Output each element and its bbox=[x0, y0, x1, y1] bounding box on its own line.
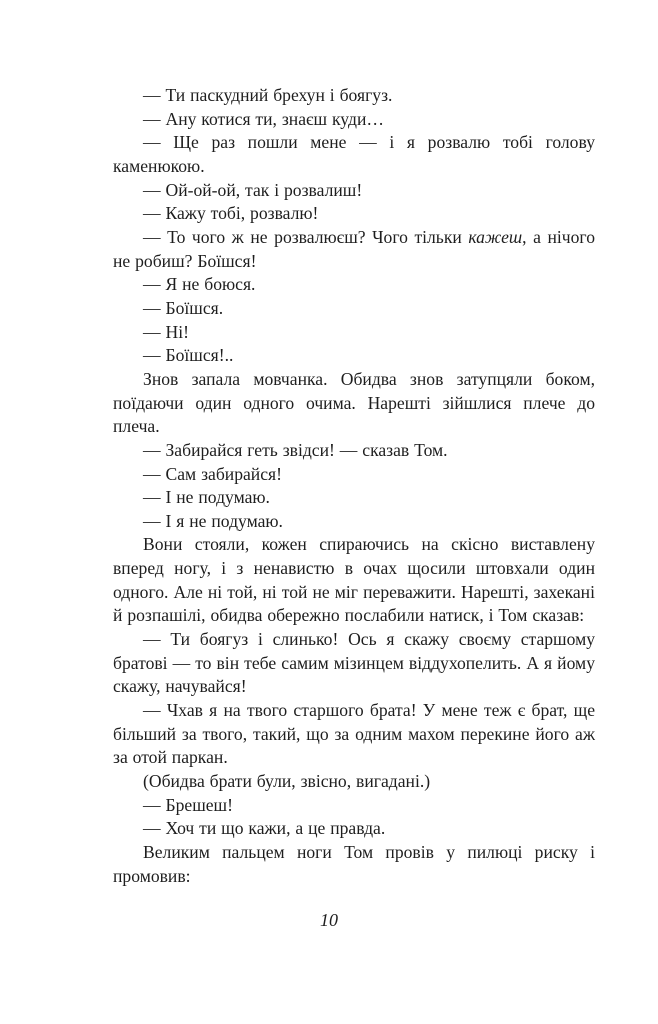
text-line: тові — то він тебе самим мізинцем віддухопелить. А я йому bbox=[138, 652, 595, 673]
text-line: , а ні bbox=[522, 226, 562, 247]
text-line: — І не подумаю. bbox=[143, 487, 270, 508]
text-line: — Забирайся геть звідси! — сказав Том. bbox=[143, 439, 448, 460]
paragraph bbox=[113, 486, 595, 510]
text-line: — Боїшся. bbox=[143, 297, 224, 318]
text-line: — Сам забирайся! bbox=[143, 463, 282, 484]
text-line: Великим пальцем ноги Том провів у пилюці риску і про bbox=[113, 842, 595, 886]
paragraph bbox=[113, 628, 595, 699]
text-line: — То чого ж не розвалюєш? Чого тільки bbox=[143, 226, 469, 247]
text-line: Вони стояли, кожен спираючись на скісно виставлену bbox=[143, 534, 595, 555]
paragraph bbox=[113, 841, 595, 888]
text-line: Знов запала мовчанка. Обидва знов затупцяли боком, bbox=[143, 368, 595, 389]
text-line: сказав: bbox=[532, 605, 585, 626]
text-line: — Я не боюся. bbox=[143, 274, 256, 295]
text-line: мовив: bbox=[139, 865, 191, 886]
text-line: вперед ногу, і з ненавистю в очах щосили штовхали один bbox=[113, 558, 595, 579]
text-line: менюкою. bbox=[129, 155, 205, 176]
text-line: — Чхав я на твого старшого брата! У мене теж є брат, ще bbox=[143, 700, 595, 721]
text-line: — Боїшся!.. bbox=[143, 345, 234, 366]
text-line: — Ану котися ти, знаєш куди… bbox=[143, 108, 384, 129]
paragraph bbox=[113, 84, 595, 108]
paragraph bbox=[113, 770, 595, 794]
text-line: кані й розпашілі, обидва обережно послабили натиск, і Том bbox=[113, 581, 595, 626]
text-line: — Ще раз пошли мене — і я розвалю тобі голову ка bbox=[113, 132, 595, 176]
text-line: скажу, начувайся! bbox=[113, 676, 247, 697]
body-text bbox=[113, 84, 595, 888]
emphasis-text: кажеш bbox=[468, 226, 523, 247]
paragraph bbox=[113, 368, 595, 439]
paragraph bbox=[113, 108, 595, 132]
paragraph bbox=[113, 202, 595, 226]
text-line: — Хоч ти що кажи, а це правда. bbox=[143, 818, 386, 839]
paragraph bbox=[113, 533, 595, 628]
text-line: — Брешеш! bbox=[143, 794, 233, 815]
paragraph bbox=[113, 817, 595, 841]
text-line: одного. Але ні той, ні той не міг переважити. Нарешті, захе bbox=[113, 581, 565, 602]
text-line: поїдаючи один одного очима. Нарешті зійшлися плече до bbox=[113, 392, 595, 413]
text-line: більший за твого, такий, що за одним махом перекине його bbox=[113, 723, 570, 744]
paragraph bbox=[113, 510, 595, 534]
text-line: — Ти паскудний брехун і боягуз. bbox=[143, 85, 393, 105]
page-number: 10 bbox=[320, 910, 338, 930]
paragraph bbox=[113, 439, 595, 463]
paragraph bbox=[113, 344, 595, 368]
text-line: — Кажу тобі, розвалю! bbox=[143, 203, 319, 224]
paragraph bbox=[113, 794, 595, 818]
text-line: — І я не подумаю. bbox=[143, 510, 283, 531]
text-line: плеча. bbox=[113, 416, 160, 437]
paragraph bbox=[113, 131, 595, 178]
paragraph bbox=[113, 463, 595, 487]
text-line: — Ні! bbox=[143, 321, 189, 342]
paragraph bbox=[113, 321, 595, 345]
paragraph bbox=[113, 226, 595, 273]
text-line: чого не робиш? Боїшся! bbox=[113, 226, 595, 271]
paragraph bbox=[113, 297, 595, 321]
paragraph bbox=[113, 273, 595, 297]
text-line: аж за отой паркан. bbox=[113, 723, 595, 768]
paragraph bbox=[113, 179, 595, 203]
paragraph bbox=[113, 699, 595, 770]
text-line: — Ой-ой-ой, так і розвалиш! bbox=[143, 179, 363, 200]
text-line: (Обидва брати були, звісно, вигадані.) bbox=[143, 771, 431, 792]
text-line: — Ти боягуз і слинько! Ось я скажу своєму старшому бра bbox=[113, 629, 595, 673]
